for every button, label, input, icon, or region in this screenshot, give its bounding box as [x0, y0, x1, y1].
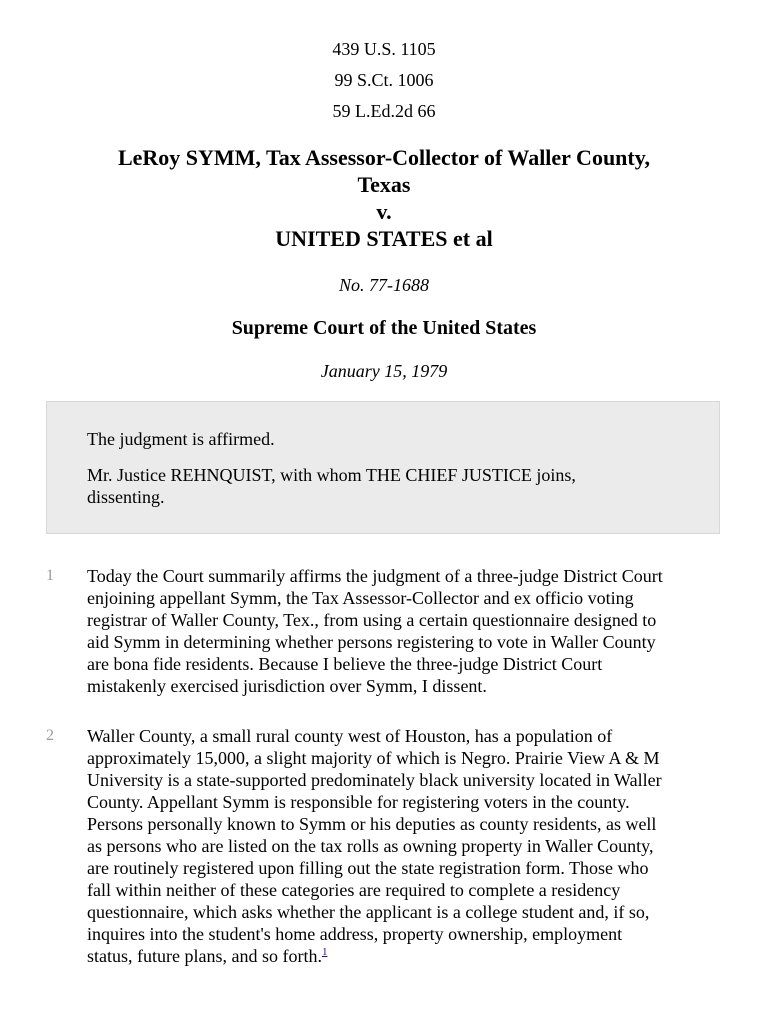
paragraph-text — [87, 565, 727, 697]
paragraph-number: 2 — [46, 727, 54, 744]
text-line: enjoining appellant Symm, the Tax Assessor-Collector and ex officio voting — [87, 588, 634, 608]
citation-sct: 99 S.Ct. 1006 — [334, 70, 434, 90]
text-line: inquires into the student's home address, property ownership, employment — [87, 924, 623, 944]
text-line: status, future plans, and so forth. — [87, 946, 322, 966]
text-line: questionnaire, which asks whether the applicant is a college student and, if so, — [87, 902, 650, 922]
case-title-line: LeRoy SYMM, Tax Assessor-Collector of Waller County, — [117, 145, 651, 170]
text-line: are bona fide residents. Because I believe the three-judge District Court — [87, 654, 603, 674]
case-title-line: Texas — [357, 172, 411, 197]
dissent-line: Mr. Justice REHNQUIST, with whom THE CHIEF JUSTICE joins, — [87, 465, 576, 485]
text-line: Today the Court summarily affirms the judgment of a three-judge District Court — [87, 566, 663, 586]
text-line: County. Appellant Symm is responsible for registering voters in the county. — [87, 792, 630, 812]
citation-us: 439 U.S. 1105 — [332, 39, 436, 59]
citations — [0, 34, 768, 127]
dissent-line: dissenting. — [87, 487, 165, 507]
case-title-line: UNITED STATES et al — [275, 226, 493, 251]
case-title — [40, 144, 728, 252]
text-line: registrar of Waller County, Tex., from using a certain questionnaire designed to — [87, 610, 657, 630]
text-line: approximately 15,000, a slight majority of which is Negro. Prairie View A & M — [87, 748, 660, 768]
text-line: fall within neither of these categories are required to complete a residency — [87, 880, 621, 900]
text-line: mistakenly exercised jurisdiction over Symm, I dissent. — [87, 676, 487, 696]
footnote-link[interactable]: 1 — [321, 946, 328, 958]
text-line: aid Symm in determining whether persons registering to vote in Waller County — [87, 632, 656, 652]
text-line: University is a state-supported predominately black university located in Waller — [87, 770, 662, 790]
syllabus-box — [46, 401, 720, 534]
paragraph-number: 1 — [46, 567, 54, 584]
text-line: are routinely registered upon filling out the state registration form. Those who — [87, 858, 649, 878]
case-title-line: v. — [376, 199, 392, 224]
judgment-text: The judgment is affirmed. — [87, 429, 275, 449]
paragraph-text — [87, 725, 727, 967]
decision-date: January 15, 1979 — [320, 361, 448, 381]
text-line: Waller County, a small rural county west of Houston, has a population of — [87, 726, 613, 746]
docket-number: No. 77-1688 — [339, 275, 429, 295]
citation-led: 59 L.Ed.2d 66 — [332, 101, 436, 121]
court-name: Supreme Court of the United States — [231, 317, 537, 339]
text-line: Persons personally known to Symm or his deputies as county residents, as well — [87, 814, 657, 834]
dissent-note — [87, 464, 679, 508]
text-line: as persons who are listed on the tax rolls as owning property in Waller County, — [87, 836, 654, 856]
